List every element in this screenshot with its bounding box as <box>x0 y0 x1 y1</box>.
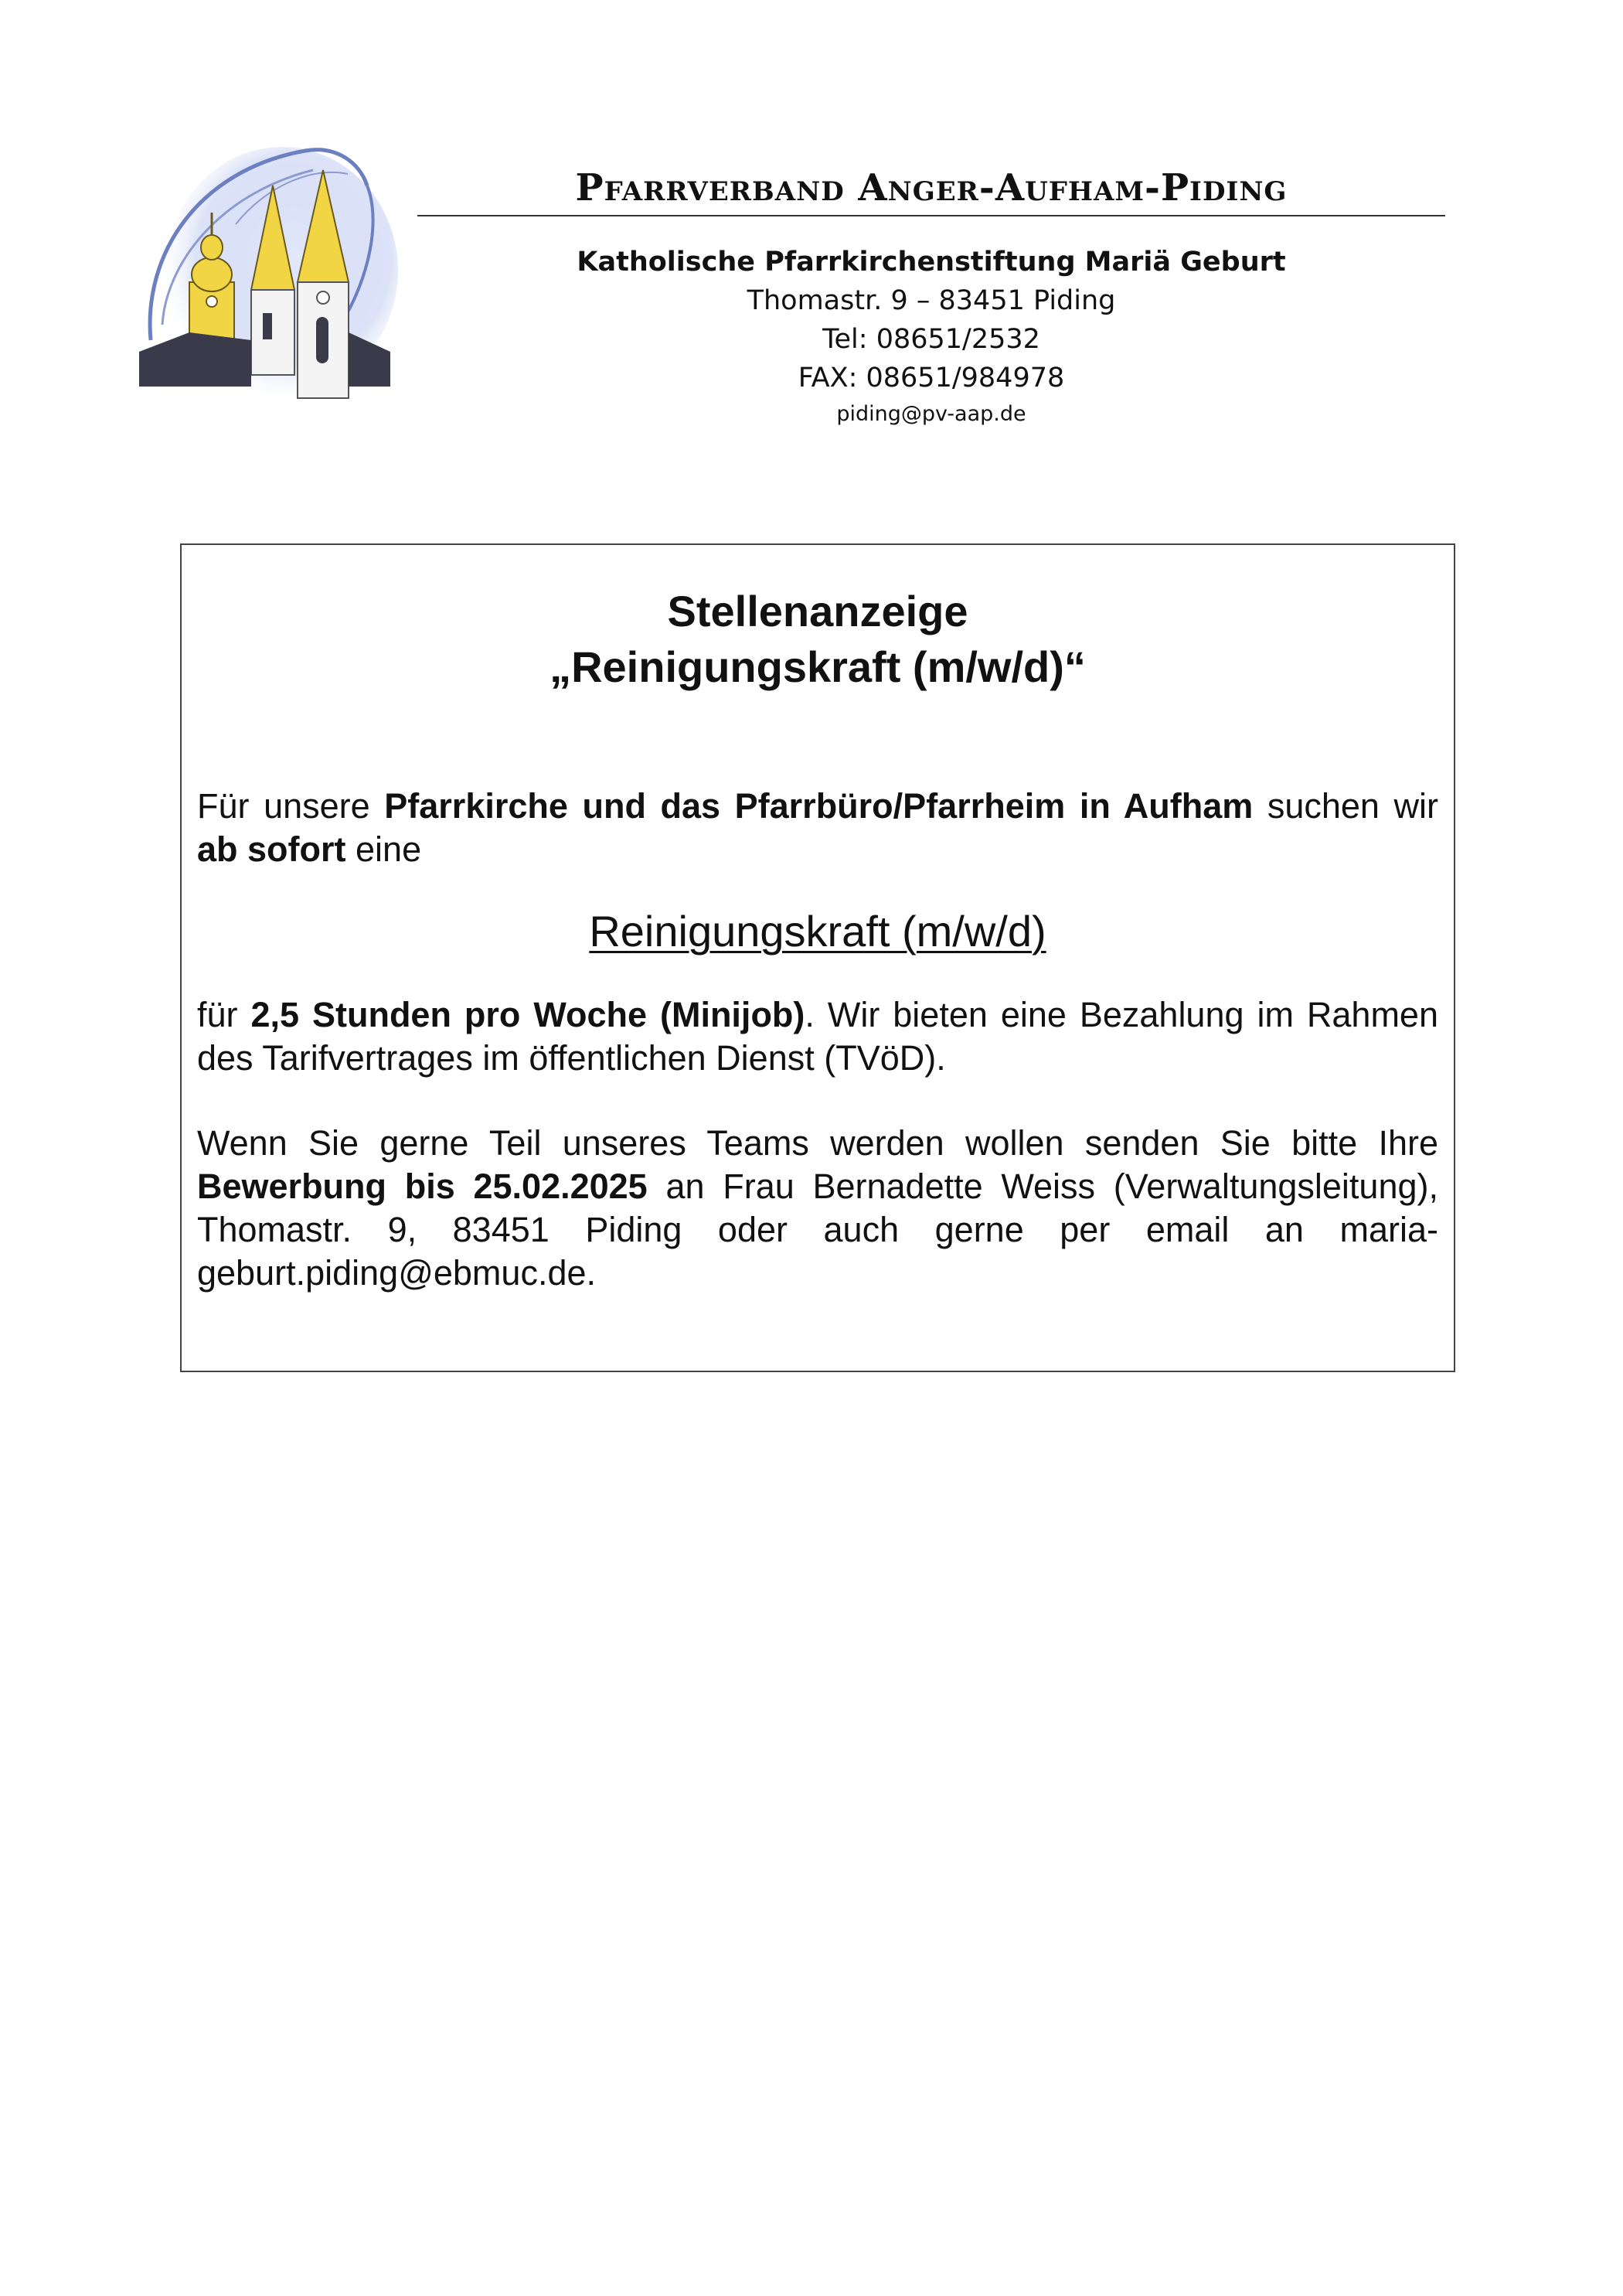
intro-location: Pfarrkirche und das Pfarrbüro/Pfarrheim in Aufham <box>384 786 1254 826</box>
letterhead-divider <box>417 215 1445 216</box>
intro-text-3: eine <box>345 829 422 869</box>
intro-text-1: Für unsere <box>197 786 385 826</box>
apply-deadline: Bewerbung bis 25.02.2025 <box>197 1167 648 1206</box>
intro-text-2: suchen wir <box>1253 786 1438 826</box>
church-towers-logo-icon <box>135 139 402 410</box>
job-ad-box <box>180 543 1455 1372</box>
ad-title <box>182 584 1454 695</box>
ad-body <box>197 785 1438 1295</box>
ad-title-line-2: „Reinigungskraft (m/w/d)“ <box>550 642 1086 691</box>
apply-text-2: an Frau Bernadette Weiss (Verwaltungsleitung), Thomastr. 9, 83451 Piding oder auch gerne per email an maria-geburt.piding@ebmuc.de. <box>197 1167 1439 1293</box>
hours-text-2: . Wir bieten eine Bezahlung im Rahmen des Tarifvertrages im öffentlichen Dienst (TVöD). <box>197 995 1438 1078</box>
hours-amount: 2,5 Stunden pro Woche (Minijob) <box>250 995 805 1034</box>
hours-text-1: für <box>197 995 251 1034</box>
contact-email: piding@pv-aap.de <box>836 402 1026 426</box>
foundation-name: Katholische Pfarrkirchenstiftung Mariä Geburt <box>577 247 1286 278</box>
intro-start-date: ab sofort <box>197 829 346 869</box>
ad-title-line-1: Stellenanzeige <box>667 587 968 635</box>
fax-number: FAX: 08651/984978 <box>798 363 1065 393</box>
organization-name: Pfarrverband Anger-Aufham-Piding <box>575 166 1288 210</box>
letterhead <box>417 162 1445 431</box>
address: Thomastr. 9 – 83451 Piding <box>747 285 1116 316</box>
hours-paragraph <box>197 993 1438 1080</box>
apply-text-1: Wenn Sie gerne Teil unseres Teams werden wollen senden Sie bitte Ihre <box>197 1123 1438 1163</box>
intro-paragraph <box>197 785 1438 871</box>
paragraph-gap <box>197 1080 1438 1122</box>
apply-paragraph <box>197 1122 1438 1295</box>
job-title-heading: Reinigungskraft (m/w/d) <box>589 907 1046 956</box>
phone-number: Tel: 08651/2532 <box>822 324 1040 355</box>
